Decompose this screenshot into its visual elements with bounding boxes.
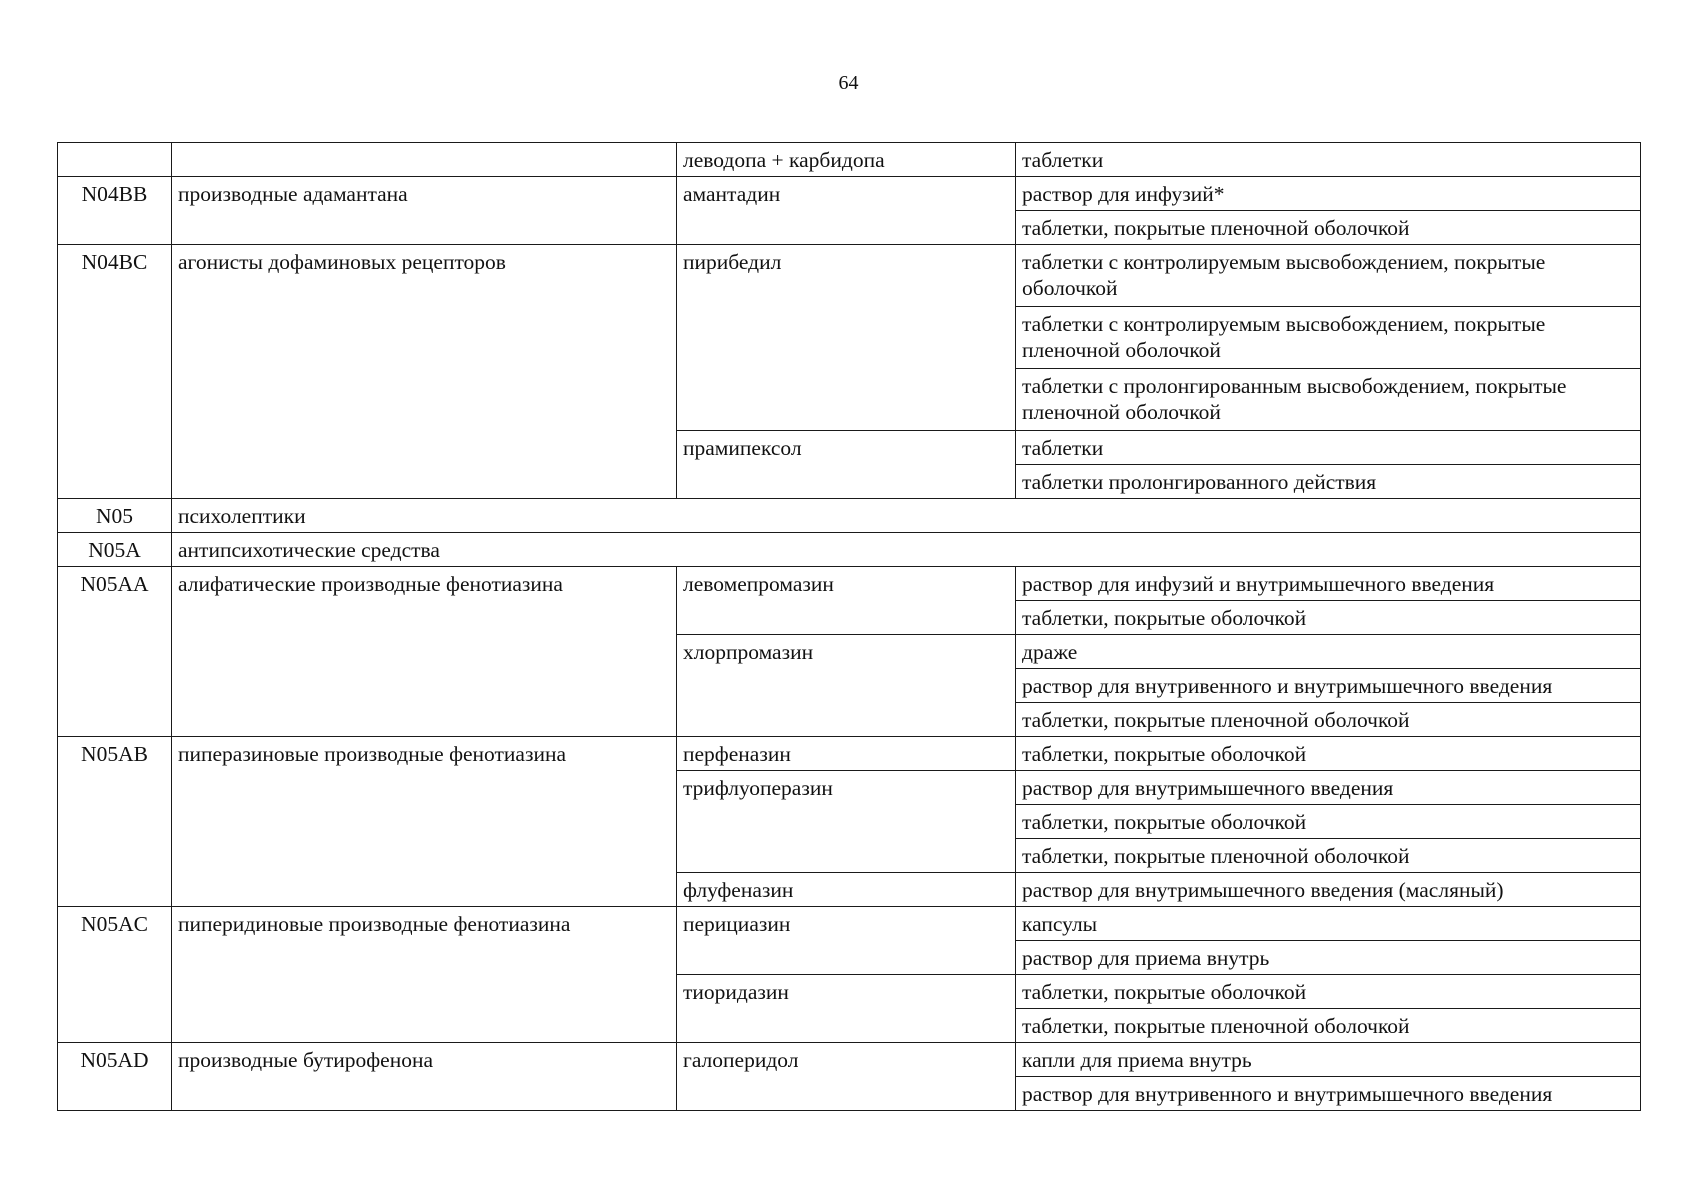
atc-code-cell: N05A — [58, 533, 172, 567]
group-cell: психолептики — [172, 499, 1641, 533]
table-row — [58, 907, 1641, 941]
dosage-form-cell: капли для приема внутрь — [1016, 1043, 1641, 1077]
dosage-form-cell: таблетки с контролируемым высвобождением, покрытые пленочной оболочкой — [1016, 307, 1641, 369]
drug-table — [57, 142, 1641, 1111]
drug-cell: флуфеназин — [677, 873, 1016, 907]
dosage-form-cell: раствор для внутривенного и внутримышечного введения — [1016, 1077, 1641, 1111]
group-cell: алифатические производные фенотиазина — [172, 567, 677, 737]
drug-cell: галоперидол — [677, 1043, 1016, 1111]
table-row — [58, 499, 1641, 533]
group-cell: пиперидиновые производные фенотиазина — [172, 907, 677, 1043]
dosage-form-cell: таблетки, покрытые пленочной оболочкой — [1016, 839, 1641, 873]
atc-code-cell: N05AC — [58, 907, 172, 1043]
atc-code-cell: N04BC — [58, 245, 172, 499]
table-row — [58, 533, 1641, 567]
dosage-form-cell: таблетки, покрытые оболочкой — [1016, 975, 1641, 1009]
atc-code-cell: N05AA — [58, 567, 172, 737]
dosage-form-cell: таблетки, покрытые пленочной оболочкой — [1016, 211, 1641, 245]
dosage-form-cell: раствор для внутримышечного введения — [1016, 771, 1641, 805]
group-cell — [172, 143, 677, 177]
atc-code-cell: N05AD — [58, 1043, 172, 1111]
dosage-form-cell: драже — [1016, 635, 1641, 669]
drug-cell: трифлуоперазин — [677, 771, 1016, 873]
dosage-form-cell: раствор для внутримышечного введения (масляный) — [1016, 873, 1641, 907]
dosage-form-cell: раствор для инфузий и внутримышечного введения — [1016, 567, 1641, 601]
dosage-form-cell: таблетки — [1016, 143, 1641, 177]
atc-code-cell: N05AB — [58, 737, 172, 907]
drug-cell: амантадин — [677, 177, 1016, 245]
dosage-form-cell: таблетки, покрытые пленочной оболочкой — [1016, 1009, 1641, 1043]
atc-code-cell: N04BB — [58, 177, 172, 245]
dosage-form-cell: раствор для приема внутрь — [1016, 941, 1641, 975]
group-cell: антипсихотические средства — [172, 533, 1641, 567]
drug-cell: тиоридазин — [677, 975, 1016, 1043]
page-number: 64 — [838, 72, 859, 94]
dosage-form-cell: раствор для инфузий* — [1016, 177, 1641, 211]
drug-cell: левомепромазин — [677, 567, 1016, 635]
atc-code-cell — [58, 143, 172, 177]
drug-cell: перициазин — [677, 907, 1016, 975]
table-row — [58, 143, 1641, 177]
dosage-form-cell: таблетки с пролонгированным высвобождением, покрытые пленочной оболочкой — [1016, 369, 1641, 431]
group-cell: пиперазиновые производные фенотиазина — [172, 737, 677, 907]
group-cell: производные бутирофенона — [172, 1043, 677, 1111]
dosage-form-cell: раствор для внутривенного и внутримышечного введения — [1016, 669, 1641, 703]
table-row — [58, 177, 1641, 211]
table-row — [58, 1043, 1641, 1077]
dosage-form-cell: таблетки, покрытые пленочной оболочкой — [1016, 703, 1641, 737]
group-cell: агонисты дофаминовых рецепторов — [172, 245, 677, 499]
dosage-form-cell: капсулы — [1016, 907, 1641, 941]
drug-cell: прамипексол — [677, 431, 1016, 499]
table-row — [58, 737, 1641, 771]
drug-cell: пирибедил — [677, 245, 1016, 431]
atc-code-cell: N05 — [58, 499, 172, 533]
dosage-form-cell: таблетки — [1016, 431, 1641, 465]
drug-cell: хлорпромазин — [677, 635, 1016, 737]
dosage-form-cell: таблетки, покрытые оболочкой — [1016, 737, 1641, 771]
dosage-form-cell: таблетки пролонгированного действия — [1016, 465, 1641, 499]
dosage-form-cell: таблетки с контролируемым высвобождением, покрытые оболочкой — [1016, 245, 1641, 307]
table-row — [58, 567, 1641, 601]
drug-cell: перфеназин — [677, 737, 1016, 771]
dosage-form-cell: таблетки, покрытые оболочкой — [1016, 805, 1641, 839]
group-cell: производные адамантана — [172, 177, 677, 245]
dosage-form-cell: таблетки, покрытые оболочкой — [1016, 601, 1641, 635]
table-row — [58, 245, 1641, 307]
drug-cell: леводопа + карбидопа — [677, 143, 1016, 177]
